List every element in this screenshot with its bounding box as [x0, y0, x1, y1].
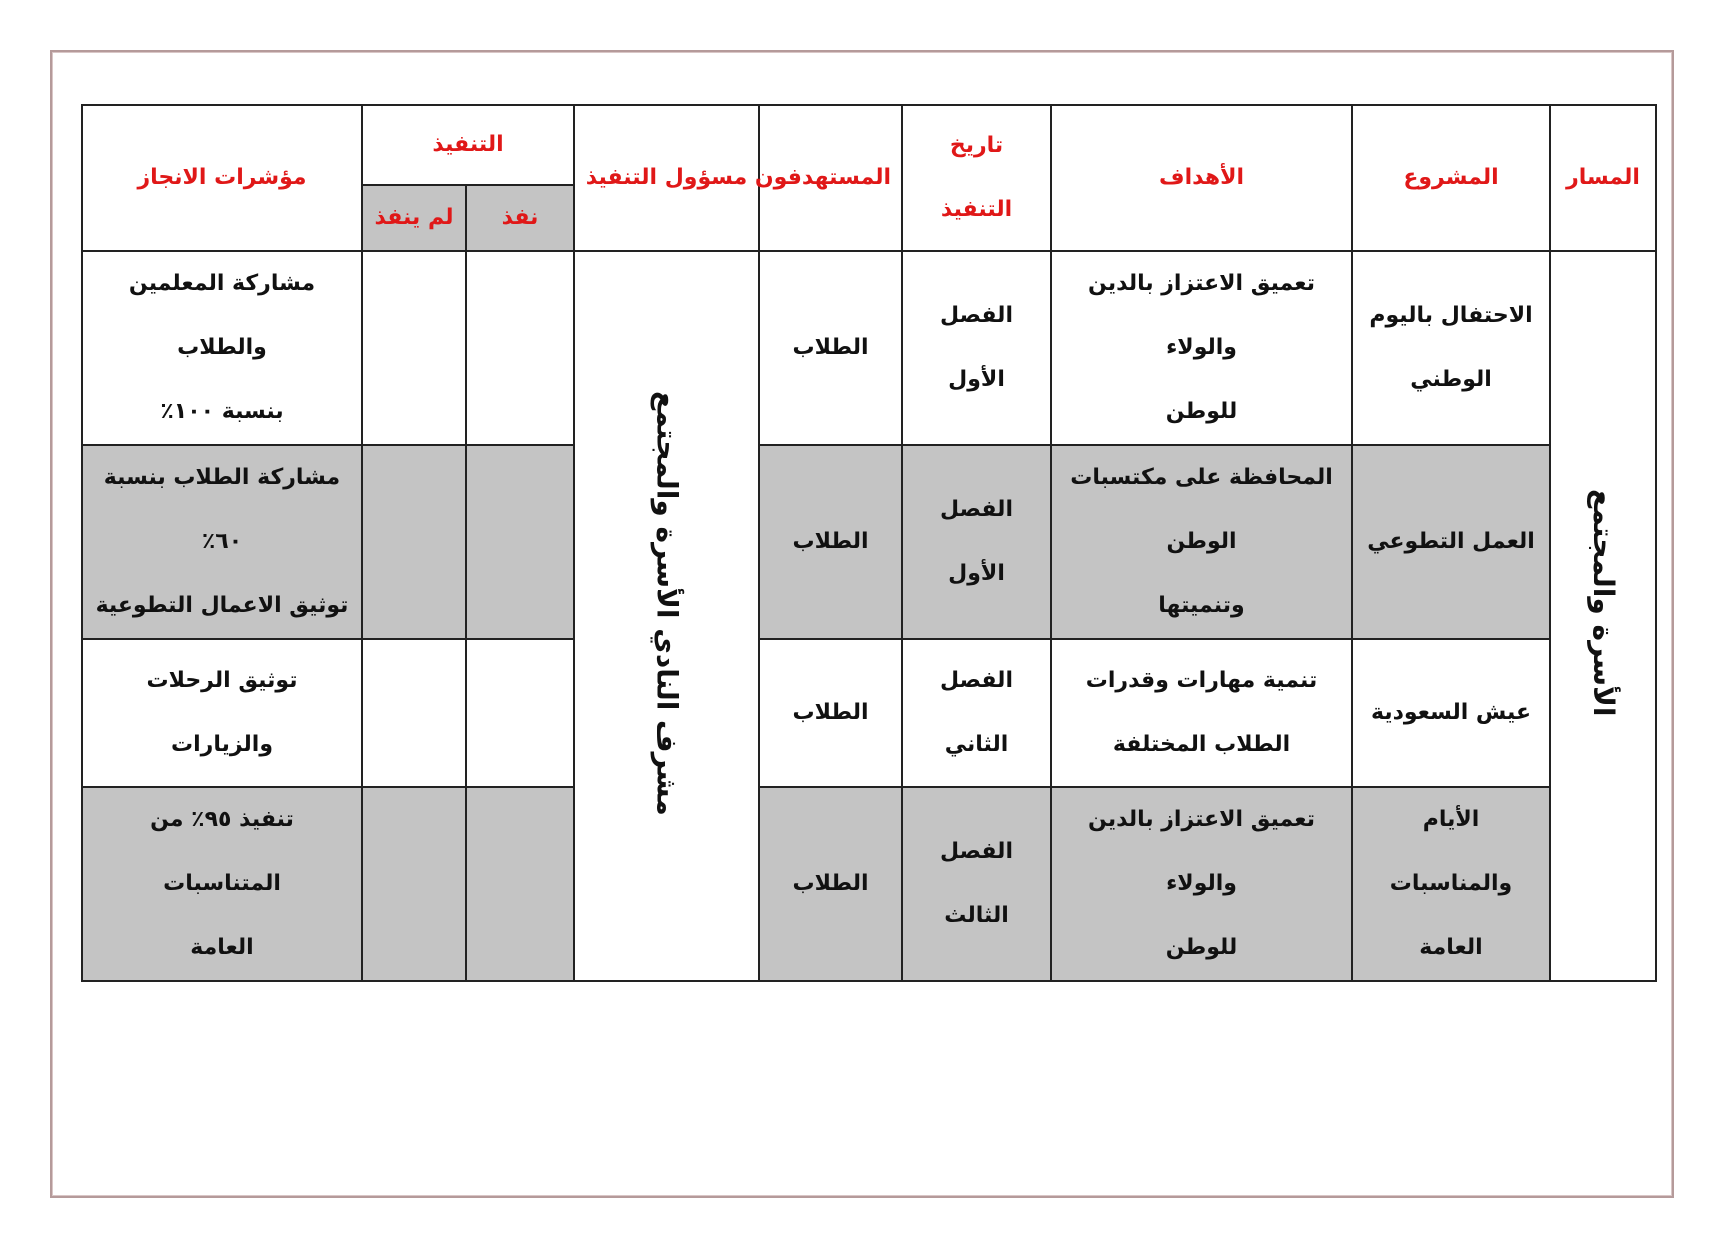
- indicator-cell: توثيق الرحلات والزيارات: [82, 639, 362, 787]
- table-row: [82, 251, 1656, 445]
- indicator-line: العامة: [190, 935, 254, 960]
- responsible-value: مشرف النادي الأسرة والمجتمع: [650, 390, 684, 816]
- date-cell: الفصل الأول: [902, 251, 1051, 445]
- date-cell: الفصل الثاني: [902, 639, 1051, 787]
- target-cell: الطلاب: [759, 445, 902, 639]
- project-cell: [1352, 445, 1550, 639]
- indicator-line: توثيق الاعمال التطوعية: [95, 593, 349, 618]
- header-date: تاريخ التنفيذ: [902, 105, 1051, 251]
- responsible-cell: [574, 251, 759, 981]
- goal-line: الطلاب المختلفة: [1112, 732, 1291, 757]
- target-cell: الطلاب: [759, 251, 902, 445]
- table-row: [82, 787, 1656, 981]
- table-row: [82, 639, 1656, 787]
- done-cell[interactable]: [466, 251, 574, 445]
- project-line: العامة: [1419, 935, 1483, 960]
- date-cell: الفصل الثالث: [902, 787, 1051, 981]
- indicator-line: مشاركة الطلاب بنسبة ٦٠٪: [103, 465, 341, 554]
- path-cell: [1550, 251, 1656, 981]
- goal-cell: [1051, 445, 1352, 639]
- project-line: الاحتفال باليوم: [1369, 303, 1533, 328]
- not-done-cell[interactable]: [362, 445, 466, 639]
- indicator-cell: [82, 787, 362, 981]
- goal-line: المحافظة على مكتسبات الوطن: [1070, 465, 1333, 554]
- header-indicators: مؤشرات الانجاز: [82, 105, 362, 251]
- goal-line: للوطن: [1165, 399, 1238, 424]
- goal-cell: [1051, 251, 1352, 445]
- project-line: عيش السعودية: [1370, 700, 1532, 725]
- table-row: [82, 445, 1656, 639]
- not-done-cell[interactable]: [362, 251, 466, 445]
- indicator-line: بنسبة ١٠٠٪: [160, 399, 284, 424]
- header-goals: الأهداف: [1051, 105, 1352, 251]
- indicator-cell: [82, 445, 362, 639]
- project-line: العمل التطوعي: [1367, 529, 1535, 554]
- project-cell: [1352, 251, 1550, 445]
- header-project: المشروع: [1352, 105, 1550, 251]
- target-cell: الطلاب: [759, 639, 902, 787]
- header-target: المستهدفون: [759, 105, 902, 251]
- header-done: نفذ: [466, 185, 574, 251]
- done-cell[interactable]: [466, 639, 574, 787]
- header-responsible: مسؤول التنفيذ: [574, 105, 759, 251]
- done-cell[interactable]: [466, 787, 574, 981]
- header-path: المسار: [1550, 105, 1656, 251]
- goal-line: تنمية مهارات وقدرات: [1085, 668, 1318, 693]
- date-cell: الفصل الأول: [902, 445, 1051, 639]
- plan-table: [81, 104, 1657, 982]
- goal-cell: [1051, 787, 1352, 981]
- project-cell: [1352, 787, 1550, 981]
- goal-line: تعميق الاعتزاز بالدين والولاء: [1088, 807, 1315, 896]
- indicator-line: مشاركة المعلمين والطلاب: [128, 271, 316, 360]
- goal-cell: [1051, 639, 1352, 787]
- not-done-cell[interactable]: [362, 787, 466, 981]
- project-line: الوطني: [1410, 367, 1492, 392]
- goal-line: للوطن: [1165, 935, 1238, 960]
- header-execution: التنفيذ: [362, 105, 574, 185]
- goal-line: تعميق الاعتزاز بالدين والولاء: [1088, 271, 1315, 360]
- not-done-cell[interactable]: [362, 639, 466, 787]
- indicator-cell: [82, 251, 362, 445]
- indicator-line: تنفيذ ٩٥٪ من المتناسبات: [150, 807, 294, 896]
- target-cell: الطلاب: [759, 787, 902, 981]
- project-cell: [1352, 639, 1550, 787]
- project-line: الأيام والمناسبات: [1389, 807, 1513, 896]
- goal-line: وتنميتها: [1158, 593, 1245, 618]
- path-value: الأسرة والمجتمع: [1587, 489, 1621, 717]
- header-row-top: [82, 105, 1656, 185]
- done-cell[interactable]: [466, 445, 574, 639]
- header-not-done: لم ينفذ: [362, 185, 466, 251]
